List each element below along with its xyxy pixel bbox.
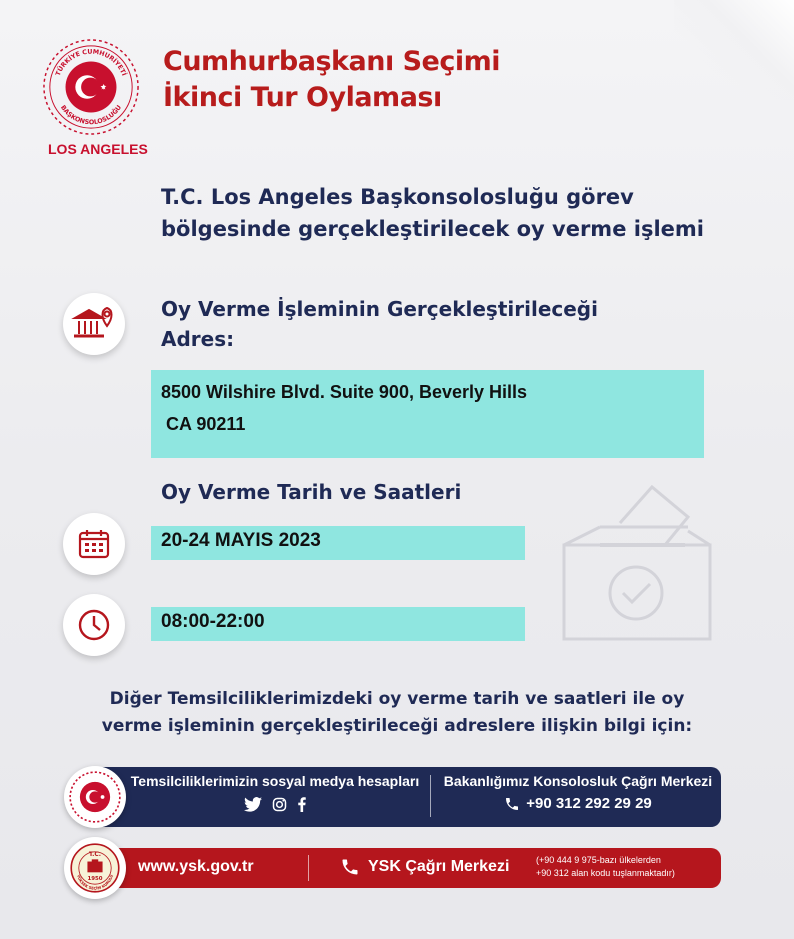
address-box: [151, 370, 704, 458]
subtitle: [161, 181, 761, 245]
call-center-label: Bakanlığımız Konsolosluk Çağrı Merkezi: [443, 773, 713, 789]
calendar-icon: [63, 513, 125, 575]
info-line-2: verme işleminin gerçekleştirileceği adreslere ilişkin bilgi için:: [101, 716, 693, 736]
facebook-icon[interactable]: [297, 797, 307, 812]
info-text: [40, 686, 754, 740]
building-location-icon: [63, 293, 125, 355]
social-icons: [130, 797, 420, 812]
twitter-icon[interactable]: [244, 797, 262, 812]
social-media-label: Temsilciliklerimizin sosyal medya hesapları: [130, 773, 420, 789]
contact-bar-red: [100, 848, 721, 888]
address-heading-line-2: Adres:: [161, 327, 235, 351]
info-line-1: Diğer Temsilciliklerimizdeki oy verme tarih ve saatleri ile oy: [109, 689, 685, 709]
page-corner-fold: [674, 0, 794, 100]
address-heading: [161, 294, 598, 354]
ballot-box-icon: [560, 483, 715, 643]
title-line-1: Cumhurbaşkanı Seçimi: [163, 46, 501, 77]
address-line-2: CA 90211: [161, 414, 246, 434]
call-center-section: [440, 773, 716, 812]
address-heading-line-1: Oy Verme İşleminin Gerçekleştirileceği: [161, 297, 598, 321]
seal-ring-text-bottom: BAŞKONSOLOSLUĞU: [58, 103, 124, 127]
consulate-seal-small-icon: [64, 766, 126, 828]
clock-icon: [63, 594, 125, 656]
schedule-heading: Oy Verme Tarih ve Saatleri: [161, 480, 462, 504]
ysk-call-note-line-2: +90 312 alan kodu tuşlanmaktadır): [536, 868, 675, 878]
ysk-seal-icon: [64, 837, 126, 899]
phone-icon: [340, 857, 360, 877]
ysk-call-center-label: YSK Çağrı Merkezi: [368, 858, 510, 875]
call-center-phone-number: +90 312 292 29 29: [526, 795, 652, 812]
ysk-seal-year: 1950: [87, 875, 103, 882]
instagram-icon[interactable]: [272, 797, 287, 812]
ysk-website-link[interactable]: www.ysk.gov.tr: [138, 858, 254, 875]
page-title: [163, 44, 500, 116]
title-line-2: İkinci Tur Oylaması: [163, 82, 442, 113]
subtitle-line-1: T.C. Los Angeles Başkonsolosluğu görev: [161, 185, 634, 209]
subtitle-line-2: bölgesinde gerçekleştirilecek oy verme işlemi: [161, 217, 704, 241]
city-label: LOS ANGELES: [48, 141, 148, 157]
address-line-1: 8500 Wilshire Blvd. Suite 900, Beverly Hills: [161, 382, 528, 402]
contact-bar-navy: [100, 767, 721, 827]
seal-ring-text-top: TÜRKİYE CUMHURİYETİ: [53, 47, 129, 77]
ysk-call-note-line-1: (+90 444 9 975-bazı ülkelerden: [536, 855, 661, 865]
ysk-seal-ring-text: YÜKSEK SEÇİM KURULU: [76, 873, 114, 891]
time-box: 08:00-22:00: [151, 607, 525, 641]
social-media-section: [130, 773, 420, 812]
navy-bar-divider: [430, 775, 431, 817]
ysk-call-center[interactable]: [340, 857, 509, 877]
consulate-seal-icon: [42, 38, 140, 136]
phone-icon: [504, 796, 520, 812]
ysk-seal-top: T.C.: [88, 851, 102, 859]
ysk-call-note: [536, 854, 675, 880]
red-bar-divider: [308, 855, 309, 881]
date-box: 20-24 MAYIS 2023: [151, 526, 525, 560]
call-center-phone[interactable]: [440, 795, 716, 812]
